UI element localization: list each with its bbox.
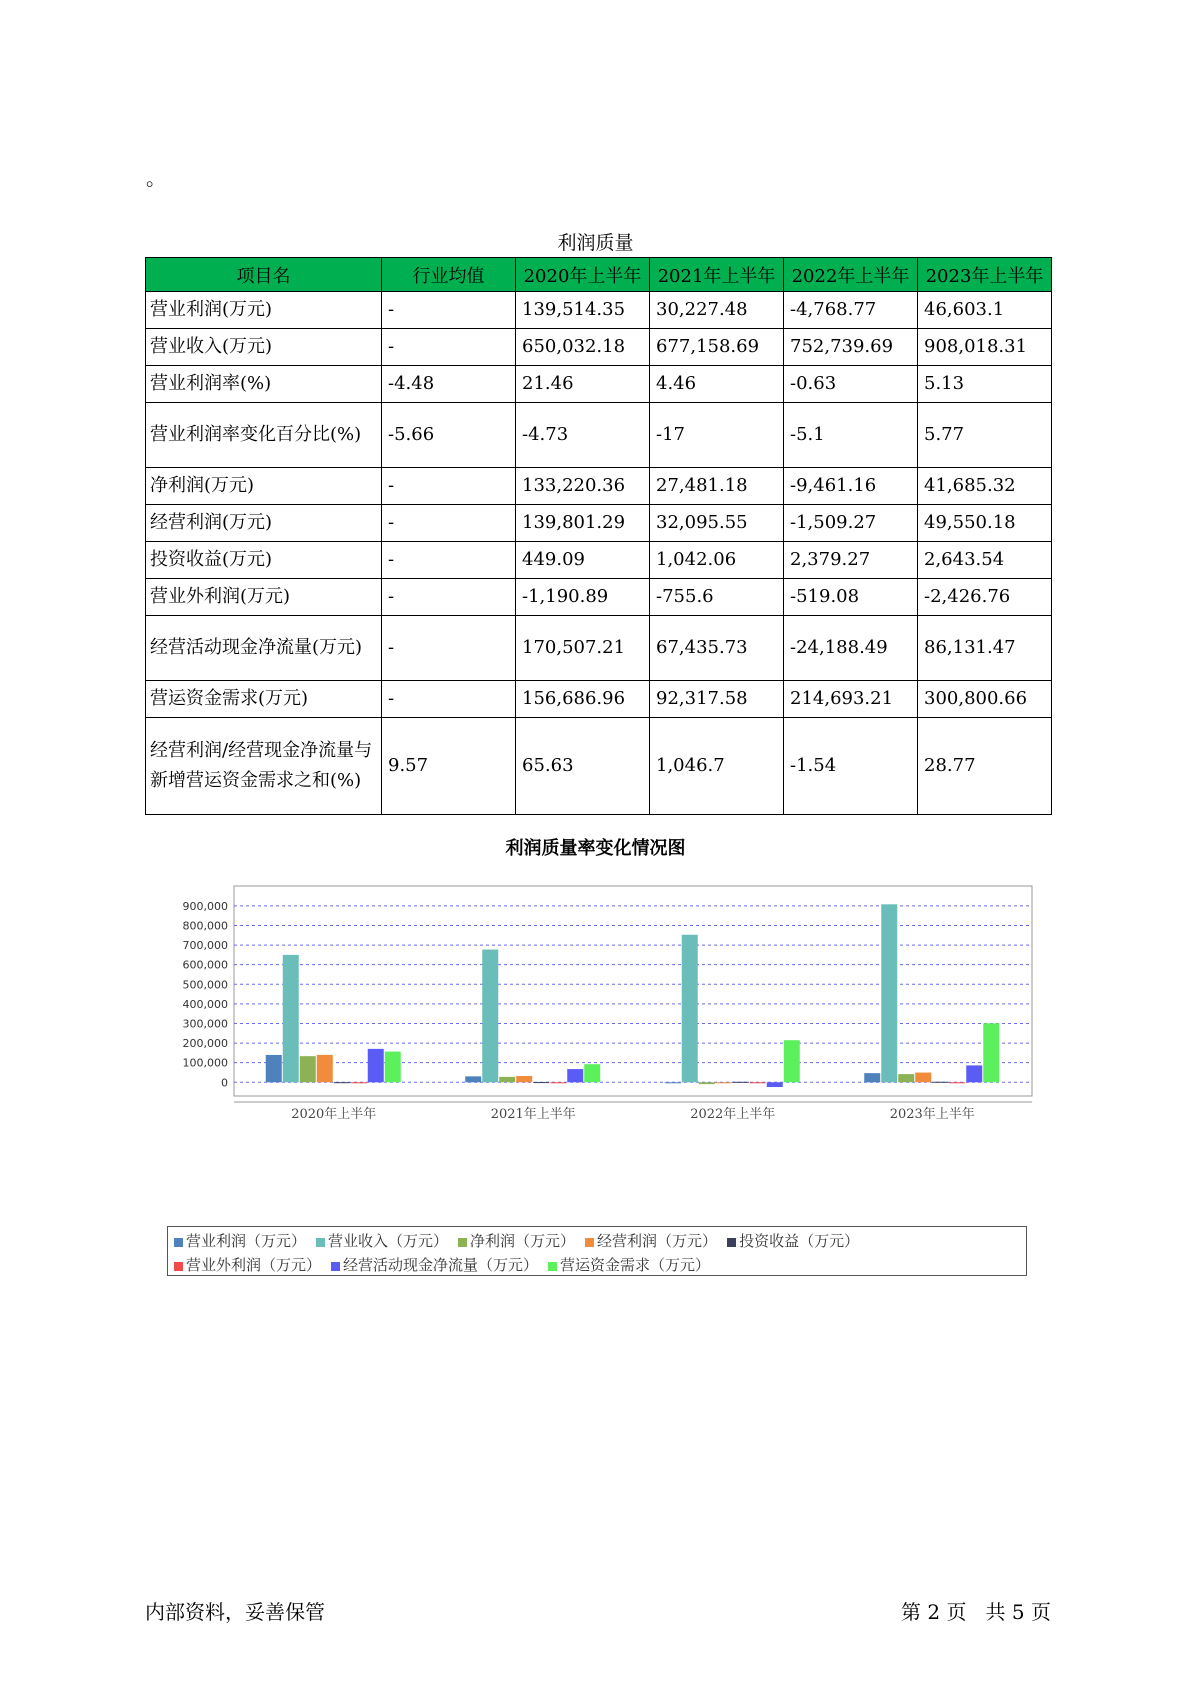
- plot-frame: [234, 886, 1032, 1096]
- bar-6-1: [567, 1069, 583, 1082]
- footer-page-number: 第 2 页 共 5 页: [901, 1600, 1051, 1624]
- table-cell: -: [382, 681, 516, 718]
- table-cell: 139,514.35: [516, 292, 650, 329]
- bar-5-1: [550, 1082, 566, 1083]
- table-cell: 86,131.47: [918, 616, 1052, 681]
- bar-7-3: [983, 1023, 999, 1082]
- table-cell: 300,800.66: [918, 681, 1052, 718]
- bar-1-3: [881, 904, 897, 1082]
- y-tick-label: 300,000: [182, 1017, 228, 1031]
- bar-1-0: [283, 955, 299, 1082]
- table-cell: 28.77: [918, 718, 1052, 815]
- table-cell: 1,046.7: [650, 718, 784, 815]
- legend-item: [331, 1253, 538, 1277]
- legend-label: 经营利润（万元）: [597, 1232, 718, 1250]
- table-header-cell: 项目名: [146, 258, 382, 292]
- table-cell: -5.1: [784, 403, 918, 468]
- legend-label: 营业收入（万元）: [328, 1232, 449, 1250]
- chart-legend: [167, 1226, 1027, 1276]
- x-tick-label: 2022年上半年: [690, 1107, 776, 1122]
- legend-item: [585, 1229, 717, 1253]
- table-cell: 30,227.48: [650, 292, 784, 329]
- table-header-cell: 2023年上半年: [918, 258, 1052, 292]
- bar-6-0: [368, 1049, 384, 1082]
- bar-7-1: [584, 1064, 600, 1082]
- bar-5-2: [750, 1082, 766, 1083]
- legend-label: 营业利润（万元）: [186, 1232, 307, 1250]
- row-label: 营运资金需求(万元): [146, 681, 382, 718]
- row-label: 营业外利润(万元): [146, 579, 382, 616]
- table-header-cell: 行业均值: [382, 258, 516, 292]
- y-tick-label: 900,000: [182, 899, 228, 913]
- bar-2-1: [499, 1077, 515, 1082]
- legend-label: 经营活动现金净流量（万元）: [343, 1256, 539, 1274]
- table-row: [146, 616, 1052, 681]
- y-tick-label: 0: [221, 1076, 228, 1090]
- table-row: [146, 292, 1052, 329]
- legend-swatch: [174, 1238, 183, 1247]
- table-cell: -1.54: [784, 718, 918, 815]
- row-label: 经营活动现金净流量(万元): [146, 616, 382, 681]
- legend-swatch: [458, 1238, 467, 1247]
- bar-5-3: [949, 1082, 965, 1083]
- table-title: 利润质量: [557, 232, 634, 254]
- row-label: 经营利润(万元): [146, 505, 382, 542]
- table-cell: 49,550.18: [918, 505, 1052, 542]
- table-cell: -: [382, 329, 516, 366]
- lead-text: 。: [146, 166, 166, 190]
- table-cell: -4.48: [382, 366, 516, 403]
- table-cell: -4.73: [516, 403, 650, 468]
- table-cell: 4.46: [650, 366, 784, 403]
- table-cell: -: [382, 292, 516, 329]
- table-cell: 32,095.55: [650, 505, 784, 542]
- table-cell: 2,379.27: [784, 542, 918, 579]
- row-label: 营业收入(万元): [146, 329, 382, 366]
- table-cell: 67,435.73: [650, 616, 784, 681]
- y-tick-label: 200,000: [182, 1037, 228, 1051]
- table-cell: -1,190.89: [516, 579, 650, 616]
- table-row: [146, 505, 1052, 542]
- table-cell: -0.63: [784, 366, 918, 403]
- x-tick-label: 2020年上半年: [291, 1107, 377, 1122]
- table-header-cell: 2021年上半年: [650, 258, 784, 292]
- table-cell: -2,426.76: [918, 579, 1052, 616]
- legend-label: 营运资金需求（万元）: [560, 1256, 711, 1274]
- table-cell: 677,158.69: [650, 329, 784, 366]
- table-cell: 2,643.54: [918, 542, 1052, 579]
- y-tick-label: 700,000: [182, 939, 228, 953]
- profit-quality-table: [145, 257, 1052, 815]
- table-cell: 5.13: [918, 366, 1052, 403]
- table-cell: 27,481.18: [650, 468, 784, 505]
- legend-swatch: [174, 1262, 183, 1271]
- chart-title: 利润质量率变化情况图: [505, 838, 686, 859]
- row-label: 营业利润率变化百分比(%): [146, 403, 382, 468]
- table-cell: 133,220.36: [516, 468, 650, 505]
- legend-label: 营业外利润（万元）: [186, 1256, 322, 1274]
- x-tick-label: 2021年上半年: [490, 1107, 576, 1122]
- bar-0-1: [465, 1076, 481, 1082]
- table-cell: 650,032.18: [516, 329, 650, 366]
- table-header-cell: 2020年上半年: [516, 258, 650, 292]
- table-row: [146, 403, 1052, 468]
- table-row: [146, 329, 1052, 366]
- bar-0-2: [665, 1082, 681, 1083]
- bar-6-2: [767, 1082, 783, 1087]
- table-row: [146, 366, 1052, 403]
- legend-item: [727, 1229, 859, 1253]
- table-cell: -: [382, 468, 516, 505]
- y-tick-label: 600,000: [182, 958, 228, 972]
- table-cell: 752,739.69: [784, 329, 918, 366]
- bar-3-1: [516, 1076, 532, 1082]
- legend-swatch: [585, 1238, 594, 1247]
- table-cell: 1,042.06: [650, 542, 784, 579]
- bar-7-0: [385, 1052, 401, 1083]
- legend-swatch: [331, 1262, 340, 1271]
- table-cell: -4,768.77: [784, 292, 918, 329]
- legend-label: 投资收益（万元）: [739, 1232, 860, 1250]
- legend-item: [174, 1253, 321, 1277]
- row-label: 投资收益(万元): [146, 542, 382, 579]
- y-tick-label: 400,000: [182, 997, 228, 1011]
- y-tick-label: 500,000: [182, 978, 228, 992]
- table-cell: -: [382, 505, 516, 542]
- table-row: [146, 542, 1052, 579]
- footer-confidential-note: 内部资料，妥善保管: [145, 1600, 325, 1624]
- bar-1-1: [482, 950, 498, 1083]
- table-cell: 65.63: [516, 718, 650, 815]
- bar-3-3: [915, 1073, 931, 1083]
- y-tick-label: 800,000: [182, 919, 228, 933]
- table-cell: -: [382, 579, 516, 616]
- table-row: [146, 718, 1052, 815]
- legend-item: [174, 1229, 306, 1253]
- bar-4-1: [533, 1082, 549, 1083]
- x-tick-label: 2023年上半年: [889, 1107, 975, 1122]
- row-label: 营业利润(万元): [146, 292, 382, 329]
- table-cell: -: [382, 542, 516, 579]
- legend-label: 净利润（万元）: [470, 1232, 576, 1250]
- table-row: [146, 468, 1052, 505]
- table-row: [146, 681, 1052, 718]
- bar-4-3: [932, 1082, 948, 1083]
- table-header-row: [146, 258, 1052, 292]
- bar-3-2: [716, 1082, 732, 1083]
- legend-swatch: [316, 1238, 325, 1247]
- table-cell: 139,801.29: [516, 505, 650, 542]
- bar-chart: [0, 870, 1191, 1210]
- table-cell: 9.57: [382, 718, 516, 815]
- table-header-cell: 2022年上半年: [784, 258, 918, 292]
- bar-7-2: [784, 1040, 800, 1082]
- bar-6-3: [966, 1065, 982, 1082]
- table-cell: 214,693.21: [784, 681, 918, 718]
- table-cell: 41,685.32: [918, 468, 1052, 505]
- table-cell: 170,507.21: [516, 616, 650, 681]
- bar-0-0: [266, 1055, 282, 1082]
- table-cell: 21.46: [516, 366, 650, 403]
- bar-5-0: [351, 1082, 367, 1083]
- table-row: [146, 579, 1052, 616]
- legend-swatch: [548, 1262, 557, 1271]
- table-cell: -1,509.27: [784, 505, 918, 542]
- legend-item: [458, 1229, 575, 1253]
- bar-0-3: [864, 1073, 880, 1082]
- bar-2-0: [300, 1056, 316, 1082]
- bar-3-0: [317, 1055, 333, 1082]
- legend-item: [548, 1253, 710, 1277]
- table-cell: -519.08: [784, 579, 918, 616]
- table-cell: -17: [650, 403, 784, 468]
- row-label: 经营利润/经营现金净流量与新增营运资金需求之和(%): [146, 718, 382, 815]
- bar-4-0: [334, 1082, 350, 1083]
- legend-swatch: [727, 1238, 736, 1247]
- table-cell: 92,317.58: [650, 681, 784, 718]
- table-cell: -24,188.49: [784, 616, 918, 681]
- bar-1-2: [682, 935, 698, 1083]
- bar-2-3: [898, 1074, 914, 1082]
- row-label: 营业利润率(%): [146, 366, 382, 403]
- table-cell: 908,018.31: [918, 329, 1052, 366]
- table-cell: 5.77: [918, 403, 1052, 468]
- table-cell: -9,461.16: [784, 468, 918, 505]
- table-cell: 46,603.1: [918, 292, 1052, 329]
- table-body: [146, 292, 1052, 815]
- legend-item: [316, 1229, 448, 1253]
- y-tick-label: 100,000: [182, 1056, 228, 1070]
- bar-4-2: [733, 1082, 749, 1083]
- table-cell: -: [382, 616, 516, 681]
- table-cell: 156,686.96: [516, 681, 650, 718]
- table-cell: 449.09: [516, 542, 650, 579]
- table-cell: -755.6: [650, 579, 784, 616]
- bar-2-2: [699, 1082, 715, 1084]
- row-label: 净利润(万元): [146, 468, 382, 505]
- table-cell: -5.66: [382, 403, 516, 468]
